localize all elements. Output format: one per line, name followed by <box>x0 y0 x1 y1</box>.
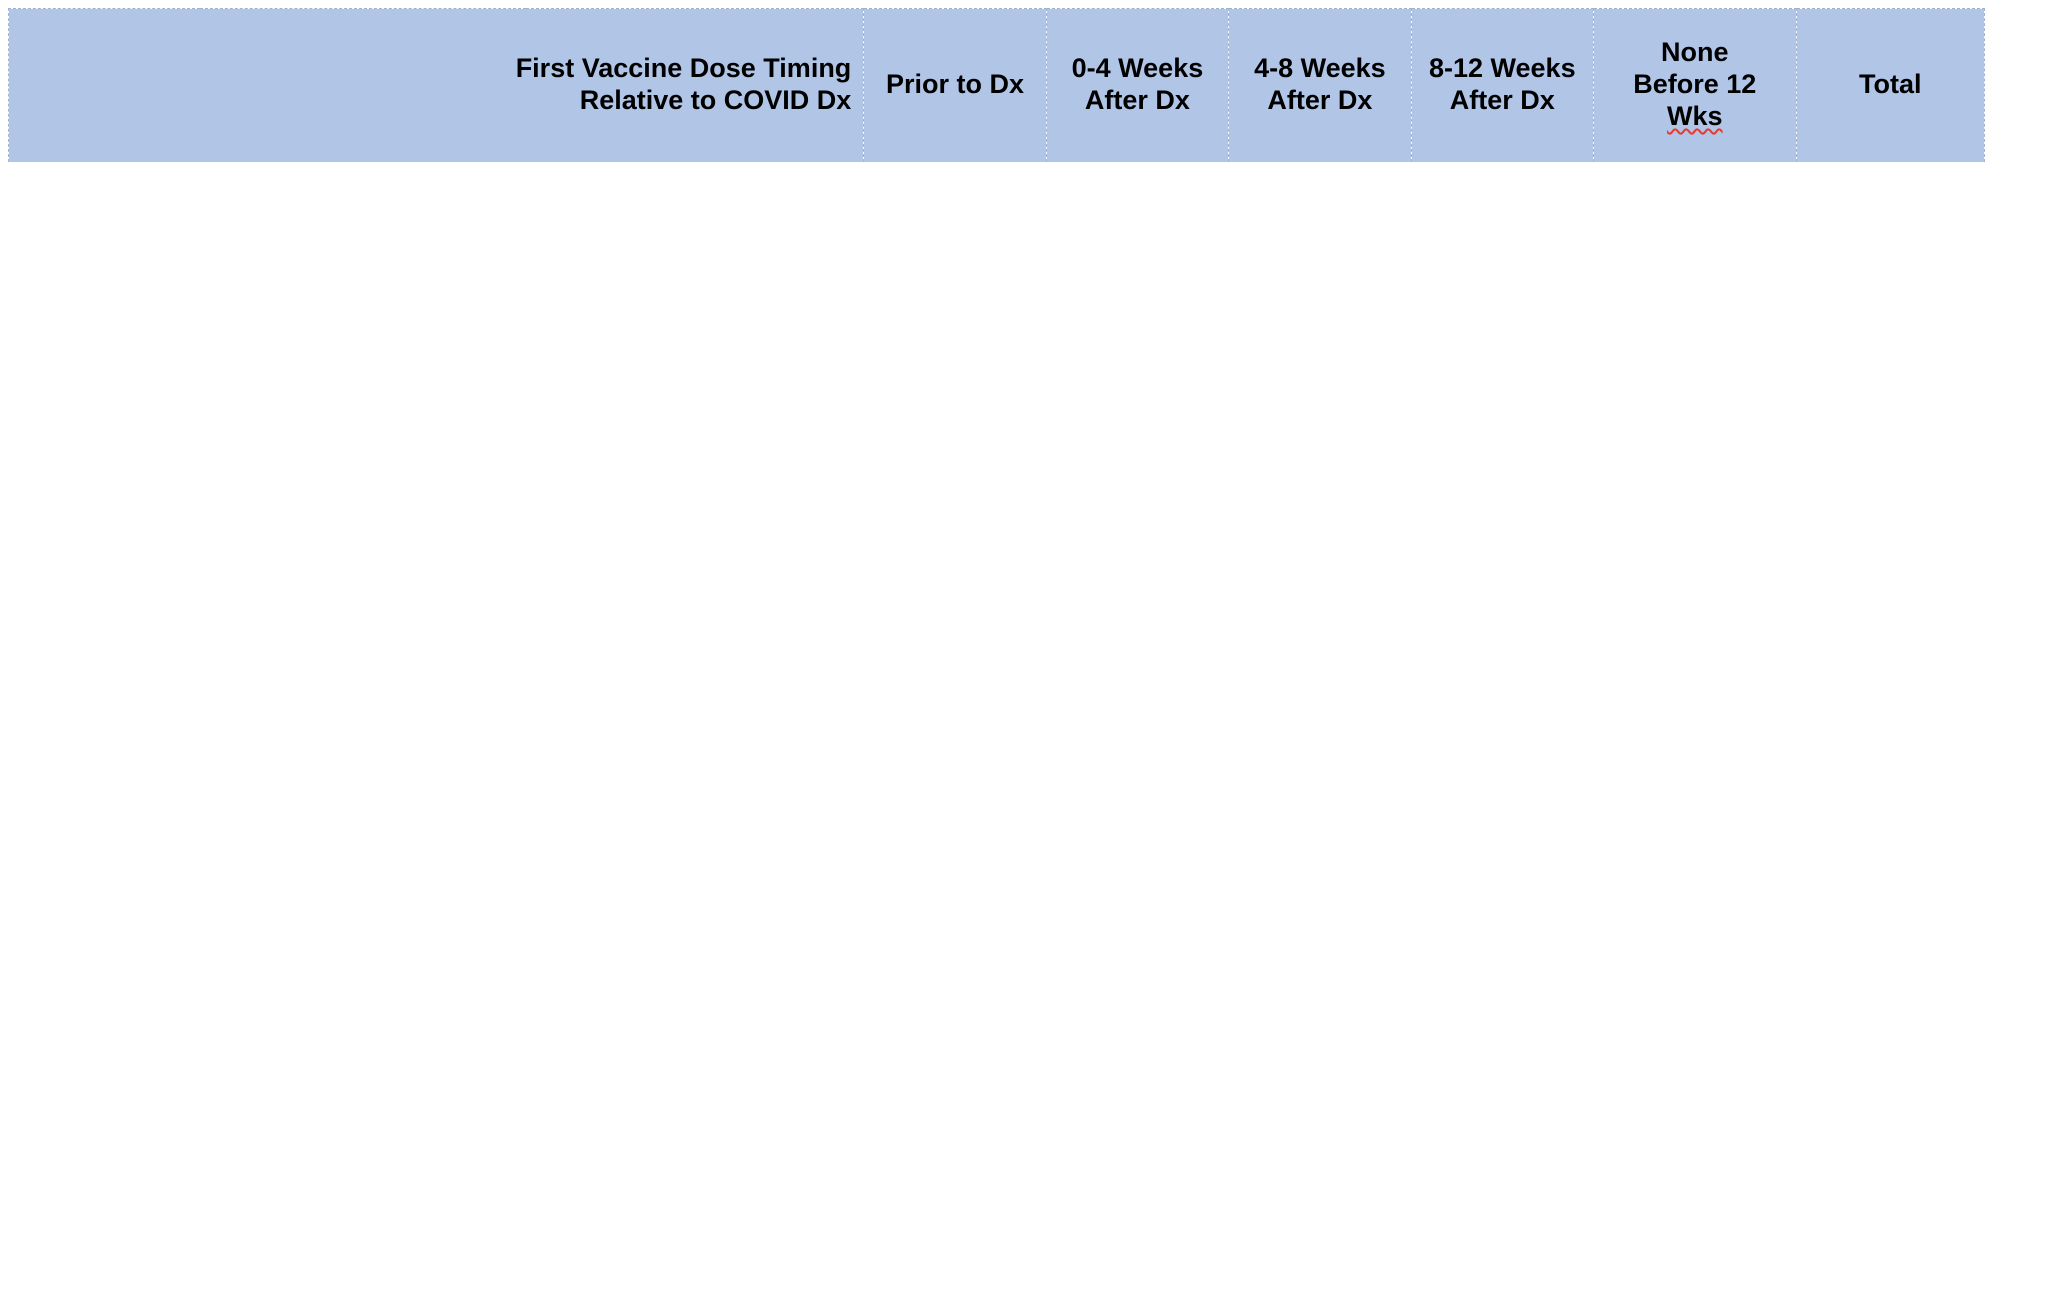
column-header-total[interactable] <box>1796 9 1984 162</box>
column-header-0-4-weeks[interactable] <box>1046 9 1228 162</box>
column-header-4-8-weeks-line2: After Dx <box>1267 85 1373 116</box>
column-header-prior-to-dx-line1: Prior to Dx <box>886 69 1025 100</box>
vaccine-timing-table <box>8 8 1985 162</box>
column-header-none-line3: Wks <box>1667 101 1723 132</box>
column-header-0-4-weeks-line2: After Dx <box>1084 85 1190 116</box>
column-header-0-4-weeks-line1: 0-4 Weeks <box>1071 53 1204 84</box>
column-header-none-line2: Before 12 <box>1633 69 1757 100</box>
header-title-line2: Relative to COVID Dx <box>579 85 852 116</box>
header-row <box>9 9 1985 162</box>
column-header-8-12-weeks-line1: 8-12 Weeks <box>1428 53 1576 84</box>
column-header-none-before-12-wks[interactable] <box>1594 9 1797 162</box>
column-header-prior-to-dx[interactable] <box>864 9 1046 162</box>
column-header-8-12-weeks-line2: After Dx <box>1449 85 1555 116</box>
column-header-8-12-weeks[interactable] <box>1411 9 1593 162</box>
table-header <box>9 9 1985 162</box>
header-title-cell <box>9 9 864 162</box>
column-header-4-8-weeks-line1: 4-8 Weeks <box>1254 53 1386 84</box>
column-header-total-line1: Total <box>1859 69 1922 100</box>
column-header-none-line1: None <box>1661 37 1729 68</box>
spreadsheet-table-container <box>8 8 1985 162</box>
header-title-line1: First Vaccine Dose Timing <box>515 53 852 84</box>
column-header-4-8-weeks[interactable] <box>1229 9 1411 162</box>
